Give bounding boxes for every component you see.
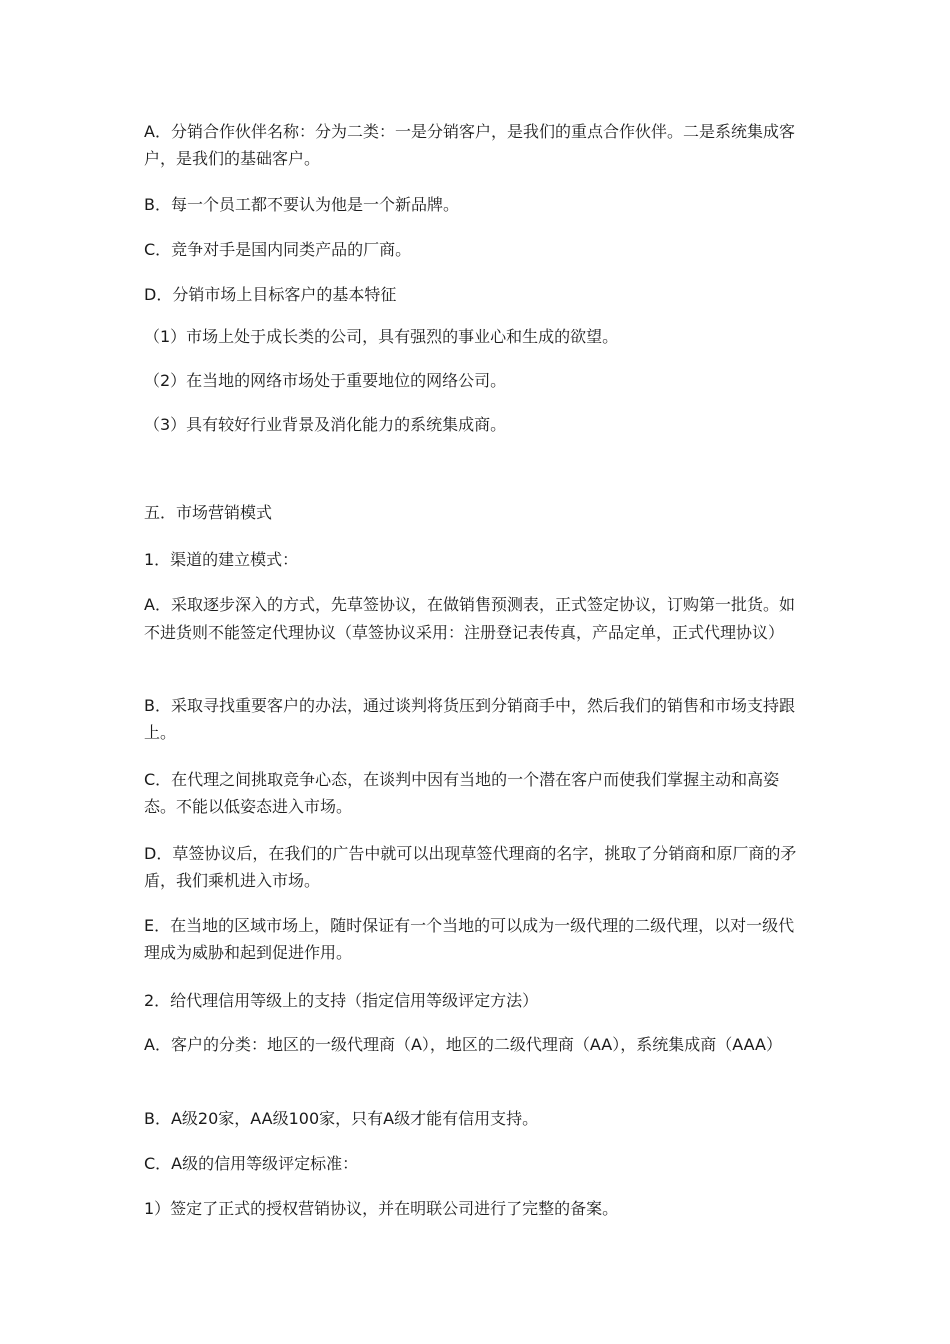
section-heading-marketing-model: 五．市场营销模式 xyxy=(144,503,273,522)
paragraph-partner-names: A．分销合作伙伴名称：分为二类：一是分销客户，是我们的重点合作伙伴。二是系统集成客户，是我们的基础客户。 xyxy=(144,122,795,168)
subheading-channel-model: 1．渠道的建立模式： xyxy=(144,550,299,569)
paragraph-channel-a: A．采取逐步深入的方式，先草签协议，在做销售预测表，正式签定协议，订购第一批货。如不进货则不能签定代理协议（草签协议采用：注册登记表传真，产品定单，正式代理协议） xyxy=(144,595,795,642)
list-item-feature-2: （2）在当地的网络市场处于重要地位的网络公司。 xyxy=(144,371,507,390)
paragraph-channel-b: B．采取寻找重要客户的办法，通过谈判将货压到分销商手中，然后我们的销售和市场支持跟上。 xyxy=(144,696,795,742)
paragraph-competitors: C．竞争对手是国内同类产品的厂商。 xyxy=(144,240,412,259)
paragraph-credit-a: A．客户的分类：地区的一级代理商（A），地区的二级代理商（AA），系统集成商（AAA） xyxy=(144,1035,782,1054)
paragraph-channel-d: D．草签协议后，在我们的广告中就可以出现草签代理商的名字，挑取了分销商和原厂商的矛盾，我们乘机进入市场。 xyxy=(144,844,797,890)
paragraph-channel-c: C．在代理之间挑取竞争心态，在谈判中因有当地的一个潜在客户而使我们掌握主动和高姿态。不能以低姿态进入市场。 xyxy=(144,770,780,816)
paragraph-target-features: D．分销市场上目标客户的基本特征 xyxy=(144,285,397,304)
list-item-feature-1: （1）市场上处于成长类的公司，具有强烈的事业心和生成的欲望。 xyxy=(144,327,619,346)
list-item-feature-3: （3）具有较好行业背景及消化能力的系统集成商。 xyxy=(144,415,507,434)
subheading-credit-support: 2．给代理信用等级上的支持（指定信用等级评定方法） xyxy=(144,991,539,1010)
paragraph-new-brand: B．每一个员工都不要认为他是一个新品牌。 xyxy=(144,195,459,214)
list-item-credit-standard-1: 1）签定了正式的授权营销协议，并在明联公司进行了完整的备案。 xyxy=(144,1199,619,1218)
paragraph-channel-e: E．在当地的区域市场上，随时保证有一个当地的可以成为一级代理的二级代理，以对一级代理成为威胁和起到促进作用。 xyxy=(144,916,795,962)
paragraph-credit-c: C．A级的信用等级评定标准： xyxy=(144,1154,359,1173)
paragraph-credit-b: B．A级20家，AA级100家，只有A级才能有信用支持。 xyxy=(144,1109,539,1128)
